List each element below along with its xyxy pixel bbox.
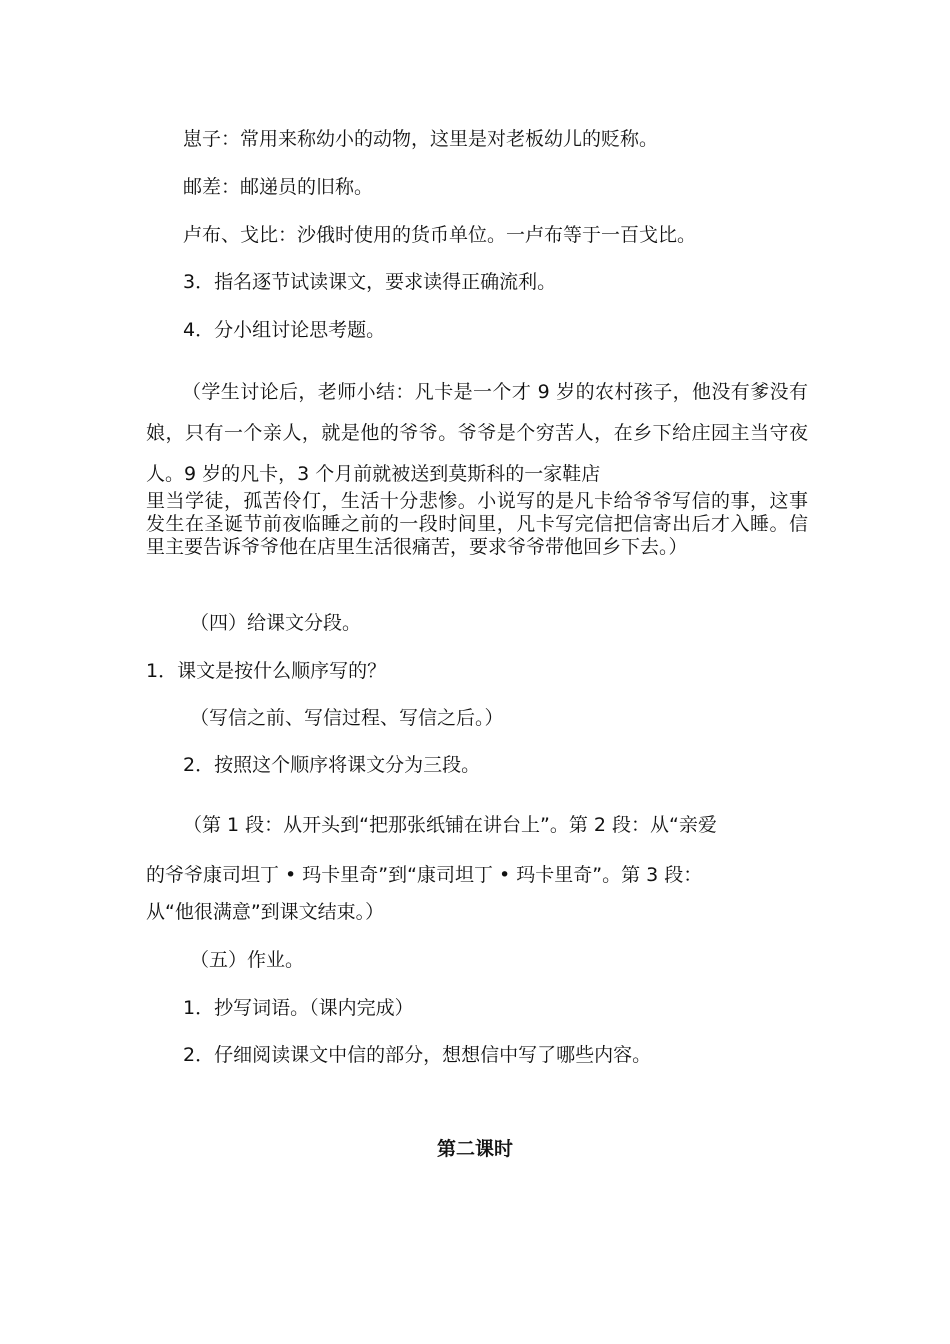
homework-item-2: 2．仔细阅读课文中信的部分，想想信中写了哪些内容。 (183, 1044, 652, 1066)
definition-lubu: 卢布、戈比：沙俄时使用的货币单位。一卢布等于一百戈比。 (183, 224, 697, 246)
definition-zaizi: 崽子：常用来称幼小的动物，这里是对老板幼儿的贬称。 (183, 128, 659, 150)
summary-paragraph-part2: 里当学徒，孤苦伶仃，生活十分悲惨。小说写的是凡卡给爷爷写信的事，这事发生在圣诞节前夜临睡之前的一段时间里，凡卡写完信把信寄出后才入睡。信里主要告诉爷爷他在店里生活很痛苦，要求爷爷带他回乡下去。） (146, 490, 808, 558)
summary-paragraph-part1: （学生讨论后，老师小结：凡卡是一个才 9 岁的农村孩子，他没有爹没有娘，只有一个亲人，就是他的爷爷。爷爷是个穷苦人，在乡下给庄园主当守夜人。9 岁的凡卡，3 个月前就被送到莫斯科的一家鞋店 (146, 381, 808, 485)
section-4-answer-2-line-2: 的爷爷康司坦丁 • 玛卡里奇”到“康司坦丁 • 玛卡里奇”。第 3 段： (146, 864, 703, 886)
section-4-question-2: 2．按照这个顺序将课文分为三段。 (183, 754, 481, 776)
step-4: 4．分小组讨论思考题。 (183, 319, 386, 341)
section-4-answer-2-line-3: 从“他很满意”到课文结束。） (146, 901, 385, 923)
section-5-heading: （五）作业。 (190, 949, 305, 971)
section-4-answer-1: （写信之前、写信过程、写信之后。） (190, 707, 504, 729)
section-4-answer-2-line-1: （第 1 段：从开头到“把那张纸铺在讲台上”。第 2 段：从“亲爱 (183, 814, 717, 836)
lesson-title: 第二课时 (436, 1138, 513, 1160)
homework-item-1: 1．抄写词语。（课内完成） (183, 997, 414, 1019)
section-4-question-1: 1．课文是按什么顺序写的？ (146, 660, 387, 682)
step-3: 3．指名逐节试读课文，要求读得正确流利。 (183, 271, 557, 293)
section-4-heading: （四）给课文分段。 (190, 612, 362, 634)
definition-youchai: 邮差：邮递员的旧称。 (183, 176, 374, 198)
